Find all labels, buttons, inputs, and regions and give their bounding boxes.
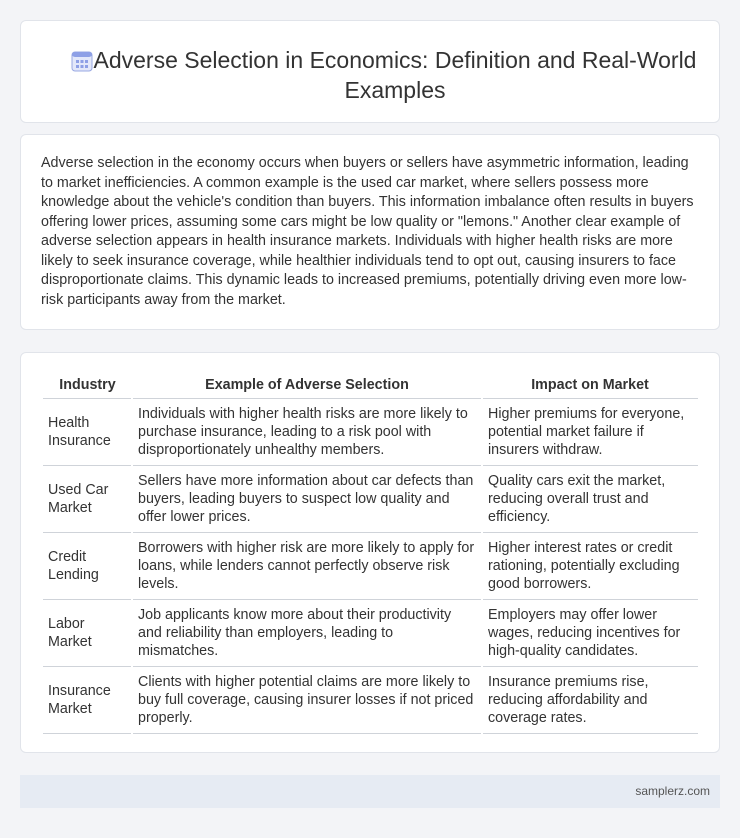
cell-example: Clients with higher potential claims are more likely to buy full coverage, causing insurer losses if not priced properly. [132,667,482,734]
cell-industry: Health Insurance [43,399,132,466]
cell-example: Borrowers with higher risk are more likely to apply for loans, while lenders cannot perfectly observe risk levels. [132,533,482,600]
table-header-row [43,373,698,399]
cell-impact: Quality cars exit the market, reducing overall trust and efficiency. [482,466,698,533]
cell-example: Individuals with higher health risks are more likely to purchase insurance, leading to a risk pool with disproportionately unhealthy members. [132,399,482,466]
table-row [43,533,698,600]
cell-industry: Insurance Market [43,667,132,734]
table-card [20,352,720,753]
examples-table [43,373,698,734]
cell-industry: Used Car Market [43,466,132,533]
header-impact: Impact on Market [482,373,698,399]
cell-impact: Higher interest rates or credit rationing, potentially excluding good borrowers. [482,533,698,600]
cell-industry: Credit Lending [43,533,132,600]
table-row [43,466,698,533]
intro-card [20,134,720,330]
table-row [43,600,698,667]
footer-site-link[interactable]: samplerz.com [635,784,710,798]
cell-example: Job applicants know more about their productivity and reliability than employers, leading to mismatches. [132,600,482,667]
cell-impact: Insurance premiums rise, reducing affordability and coverage rates. [482,667,698,734]
table-row [43,399,698,466]
cell-industry: Labor Market [43,600,132,667]
cell-impact: Employers may offer lower wages, reducing incentives for high-quality candidates. [482,600,698,667]
intro-paragraph: Adverse selection in the economy occurs when buyers or sellers have asymmetric information, leading to market inefficiencies. A common example is the used car market, where sellers possess more knowledge about the vehicle's condition than buyers. This information imbalance often results in buyers offering lower prices, assuming some cars might be low quality or "lemons." Another clear example of adverse selection appears in health insurance markets. Individuals with higher health risks are more likely to seek insurance coverage, while healthier individuals tend to opt out, causing insurers to face disproportionate claims. This dynamic leads to increased premiums, potentially driving even more low-risk participants away from the market. [41,155,694,308]
cell-impact: Higher premiums for everyone, potential market failure if insurers withdraw. [482,399,698,466]
title-card [20,20,720,123]
footer-bar [20,775,720,808]
calendar-grid-icon [71,50,93,72]
header-example: Example of Adverse Selection [132,373,482,399]
table-row [43,667,698,734]
page-title: Adverse Selection in Economics: Definition and Real-World Examples [93,47,697,103]
cell-example: Sellers have more information about car defects than buyers, leading buyers to suspect low quality and offer lower prices. [132,466,482,533]
header-industry: Industry [43,373,132,399]
